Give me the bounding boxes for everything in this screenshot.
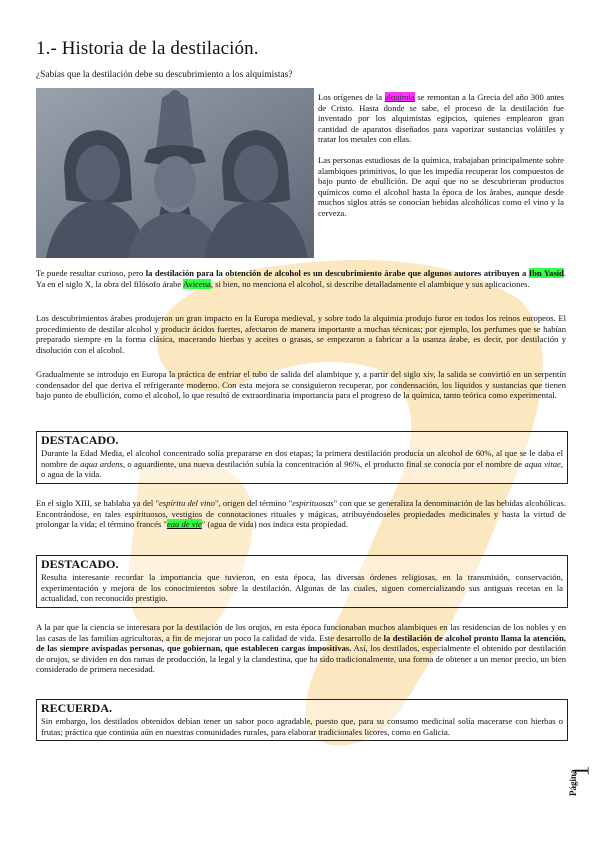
italic-text: espíritu del vino: [158, 498, 215, 508]
arab-paragraph: [36, 268, 566, 289]
box-title: DESTACADO.: [41, 433, 119, 447]
text-span: En el siglo XIII, se hablaba ya del ": [36, 498, 159, 508]
destacado-box-1: [36, 431, 568, 484]
right-column: [318, 92, 564, 229]
intro-question: ¿Sabías que la destilación debe su descubrimiento a los alquimistas?: [36, 70, 293, 80]
page-number: [562, 764, 596, 824]
avicena-highlight: Avicena: [182, 278, 211, 289]
page-label: Página: [568, 769, 578, 796]
bold-text: la destilación para la obtención de alcohol es un descubrimiento árabe que algunos autores atribuyen a: [145, 268, 529, 278]
box-text: Resulta interesante recordar la importancia que tuvieron, en esta época, las diversas órdenes religiosas, en la transmisión, conservación, experimentación y mejora de los conocimientos sobre la destilación. Algunas de las cuales, siguen comercializando sus antiguas recetas en la actualidad, con reconocido prestigio.: [41, 572, 563, 604]
alquimia-link[interactable]: alquimia: [384, 92, 415, 102]
text-span: , o aguardiente, una nueva destilación subía la concentración al 96%, el producto final se conocía por el nombre de: [122, 458, 525, 469]
text-span: , o agua de la vida.: [41, 458, 563, 480]
ibn-yasid-highlight: Ibn Yasid: [528, 268, 564, 278]
chemists-paragraph: Las personas estudiosas de la química, trabajaban principalmente sobre alambiques primitivos, lo que les impedía recuperar los compuestos de bajo punto de ebullición. De aquí que no se descubrieran productos químicos como el alcohol hasta la época de los árabes, aunque desde muchos siglos atrás se conocían bebidas alcohólicas como el vino y la cerveza.: [318, 154, 564, 218]
page-number-value: 1: [568, 765, 594, 777]
italic-text: espirituosas: [292, 498, 334, 508]
eau-de-vie-link[interactable]: eau de vie: [166, 519, 202, 530]
siglo-xiii-paragraph: [36, 498, 566, 530]
box-text: Sin embargo, los destilados obtenidos debían tener un sabor poco agradable, puesto que, para su consumo medicinal solía macerarse con hierbas o frutas; práctica que continúa aún en nuestras comunidades rurales, para elaborar tradicionales licores, como en Galicia.: [41, 716, 563, 737]
text-span: ", origen del término ": [214, 498, 293, 508]
text-span: se remontan a la Grecia del año 300 antes de Cristo. Hasta donde se sabe, el proceso de la destilación fue inventado por los alquimistas egipcios, quienes emplearon gran cantidad de aparatos diseñados para vaporizar sustancias volátiles y tratar los metales con ellas.: [318, 92, 564, 145]
box-title: RECUERDA.: [41, 701, 113, 715]
destacado-box-2: [36, 555, 568, 608]
italic-text: aqua vitae: [524, 458, 561, 469]
box-text: [41, 448, 563, 480]
recuerda-box: [36, 699, 568, 741]
text-span: Así, los destilados, especialmente el obtenido por destilación de orujos, se dividen en dos ramas de producción, la legal y la clandestina, que ha sido tradicionalmente, una forma de obtener a un menor precio, un bien considerado de primera necesidad.: [36, 643, 566, 675]
box-title: DESTACADO.: [41, 557, 119, 571]
text-span: " (agua de vida) nos indica esta propiedad.: [201, 519, 348, 530]
page-title: 1.- Historia de la destilación.: [36, 38, 259, 59]
bold-text: la destilación de alcohol pronto llama la atención, de las siempre avispadas personas, que gobiernan, que establecen cargas impositivas.: [36, 632, 566, 654]
cooling-paragraph: Gradualmente se introdujo en Europa la práctica de enfriar el tubo de salida del alambique y, a partir del siglo xiv, la salida se convirtió en un serpentín condensador del que deriva el refrigerante moderno. Con esta mejora se consiguieron recuperar, por condensación, los líquidos y sustancias que tienen bajo punto de ebullición, como el alcohol, lo que resultó de extraordinaria importancia para el progreso de la química, tanto teórica como experimental.: [36, 369, 566, 401]
europe-paragraph: Los descubrimientos árabes produjeron un gran impacto en la Europa medieval, y sobre todo la alquimia produjo furor en todos los reinos europeos. El procedimiento de destilar alcohol y producir ácidos fuertes, afectaron de manera importante a muchas técnicas; por ejemplo, los perfumes que se habían preparado siempre en la forma clásica, macerando hierbas y aceites o grasas, se empezaron a fabricar a la usanza árabe, es decir, por destilación y disolución con el alcohol.: [36, 313, 566, 355]
alquimia-paragraph: [318, 92, 564, 145]
text-span: Durante la Edad Media, el alcohol concentrado solía prepararse en dos etapas; la primera destilación producía un alcohol de 60%, al que se le daba el nombre de: [41, 448, 563, 469]
text-span: " con que se generaliza la denominación de las bebidas alcohólicas. Encontrándose, en tales espirituosos, vestigios de connotaciones rituales y mágicas, atribuyéndoseles propiedades medicinales y hasta la virtud de prolongar la vida; el término francés ": [36, 498, 566, 530]
orujos-paragraph: [36, 622, 566, 675]
text-span: Los orígenes de la: [318, 92, 385, 102]
egyptian-statue-image: [36, 88, 314, 258]
italic-text: aqua ardens: [80, 458, 123, 469]
text-span: . Ya en el siglo X, la obra del filósofo árabe: [36, 268, 566, 289]
text-span: , si bien, no menciona el alcohol, si describe detalladamente el alambique y sus aplicaciones.: [210, 278, 530, 289]
text-span: A la par que la ciencia se interesara por la destilación de los orujos, en esta época funcionaban muchos alambiques en las residencias de los nobles y en las casas de las familias agricultoras, a fin de mejorar un poco la calidad de vida. Este desarrollo de: [36, 622, 566, 643]
text-span: Te puede resultar curioso, pero: [36, 268, 146, 278]
